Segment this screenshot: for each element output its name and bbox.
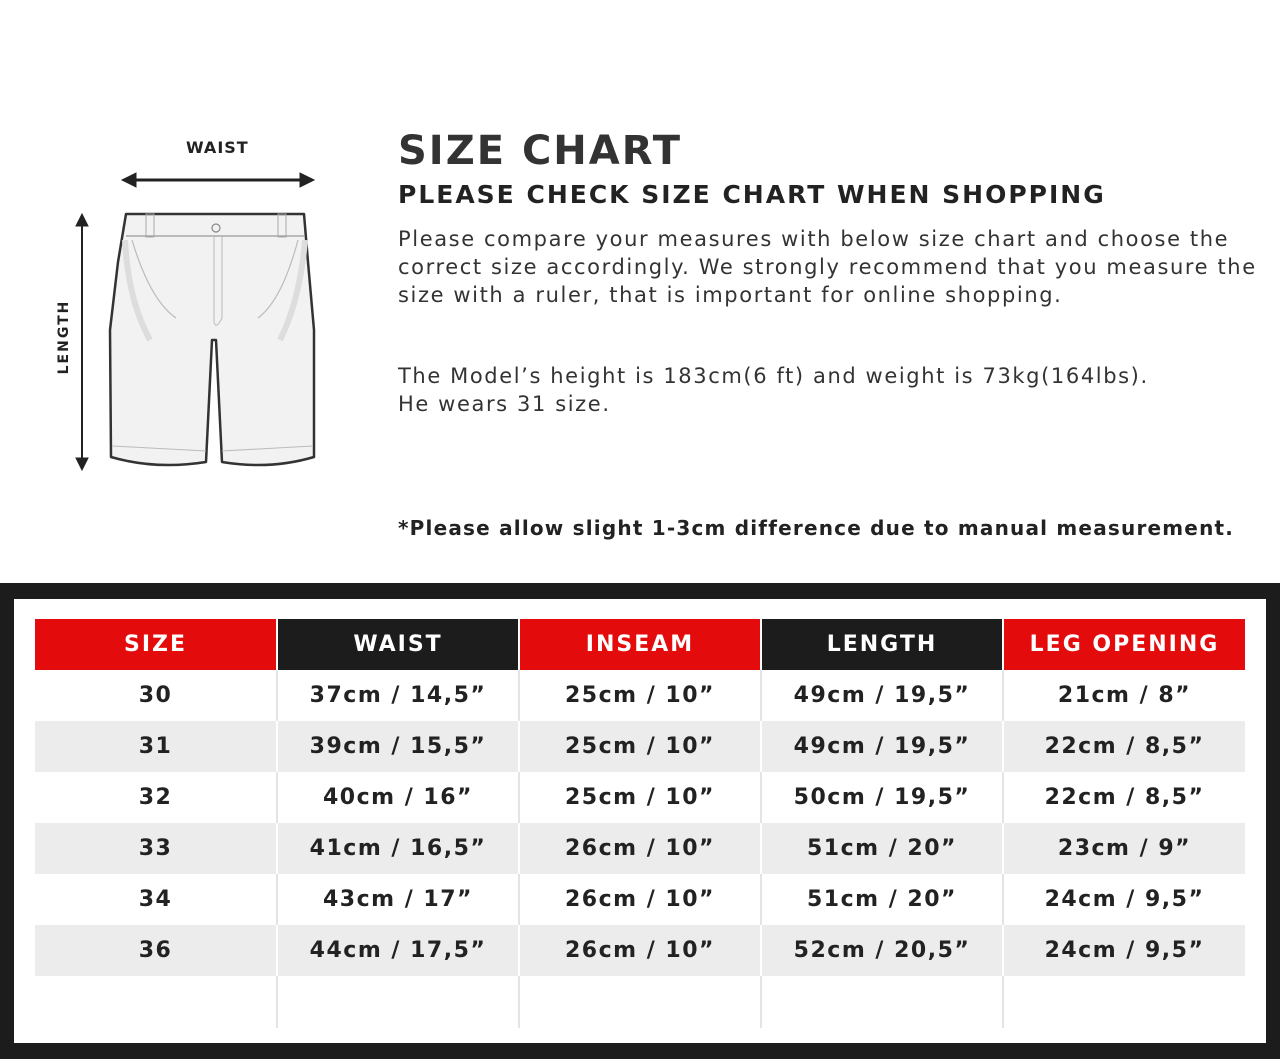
- table-cell: 22cm / 8,5”: [1003, 721, 1245, 772]
- table-cell: 26cm / 10”: [519, 925, 761, 976]
- shorts-icon: [110, 214, 314, 465]
- instructions-paragraph: Please compare your measures with below size chart and choose the correct size accordingly. We strongly recommend that you measure the size with a ruler, that is important for online shopping.: [398, 227, 1257, 307]
- table-cell: 36: [35, 925, 277, 976]
- table-cell: 49cm / 19,5”: [761, 721, 1003, 772]
- shorts-illustration: [50, 130, 340, 480]
- table-cell: 25cm / 10”: [519, 721, 761, 772]
- model-info: [398, 362, 1258, 418]
- table-header-row: [35, 619, 1245, 670]
- model-info-line: The Model’s height is 183cm(6 ft) and weight is 73kg(164lbs).: [398, 364, 1149, 388]
- table-cell: 44cm / 17,5”: [277, 925, 519, 976]
- header-size: SIZE: [35, 619, 277, 670]
- table-cell: 50cm / 19,5”: [761, 772, 1003, 823]
- table-row: [35, 670, 1245, 721]
- header-waist: WAIST: [277, 619, 519, 670]
- table-cell: 24cm / 9,5”: [1003, 874, 1245, 925]
- table-cell: 30: [35, 670, 277, 721]
- table-cell: 25cm / 10”: [519, 772, 761, 823]
- table-cell: 26cm / 10”: [519, 823, 761, 874]
- table-cell: 21cm / 8”: [1003, 670, 1245, 721]
- waist-arrow-icon: [122, 173, 314, 187]
- table-cell: 26cm / 10”: [519, 874, 761, 925]
- waist-label: WAIST: [186, 138, 249, 157]
- table-cell: 43cm / 17”: [277, 874, 519, 925]
- page-subtitle: PLEASE CHECK SIZE CHART WHEN SHOPPING: [398, 180, 1106, 209]
- table-cell: 34: [35, 874, 277, 925]
- table-cell: 39cm / 15,5”: [277, 721, 519, 772]
- size-table: [35, 619, 1245, 1028]
- table-row: [35, 823, 1245, 874]
- table-empty-row: [35, 976, 1245, 1028]
- table-row: [35, 874, 1245, 925]
- table-cell: 37cm / 14,5”: [277, 670, 519, 721]
- header-leg-opening: LEG OPENING: [1003, 619, 1245, 670]
- table-cell: 51cm / 20”: [761, 823, 1003, 874]
- table-row: [35, 721, 1245, 772]
- table-cell: [761, 976, 1003, 1028]
- table-cell: 24cm / 9,5”: [1003, 925, 1245, 976]
- length-label: LENGTH: [56, 299, 72, 375]
- header-length: LENGTH: [761, 619, 1003, 670]
- page-title: SIZE CHART: [398, 128, 683, 174]
- size-table-panel: [14, 599, 1266, 1043]
- table-row: [35, 772, 1245, 823]
- table-cell: 25cm / 10”: [519, 670, 761, 721]
- table-cell: 33: [35, 823, 277, 874]
- table-cell: 52cm / 20,5”: [761, 925, 1003, 976]
- table-cell: [35, 976, 277, 1028]
- table-cell: 22cm / 8,5”: [1003, 772, 1245, 823]
- table-cell: [277, 976, 519, 1028]
- table-cell: 49cm / 19,5”: [761, 670, 1003, 721]
- table-cell: [519, 976, 761, 1028]
- measurement-note: *Please allow slight 1-3cm difference due to manual measurement.: [398, 516, 1235, 540]
- table-cell: 40cm / 16”: [277, 772, 519, 823]
- table-cell: 32: [35, 772, 277, 823]
- table-row: [35, 925, 1245, 976]
- header-inseam: INSEAM: [519, 619, 761, 670]
- model-info-line: He wears 31 size.: [398, 392, 611, 416]
- size-table-frame: [0, 583, 1280, 1059]
- table-cell: [1003, 976, 1245, 1028]
- table-cell: 51cm / 20”: [761, 874, 1003, 925]
- table-cell: 23cm / 9”: [1003, 823, 1245, 874]
- table-cell: 41cm / 16,5”: [277, 823, 519, 874]
- table-cell: 31: [35, 721, 277, 772]
- length-arrow-icon: [76, 214, 88, 470]
